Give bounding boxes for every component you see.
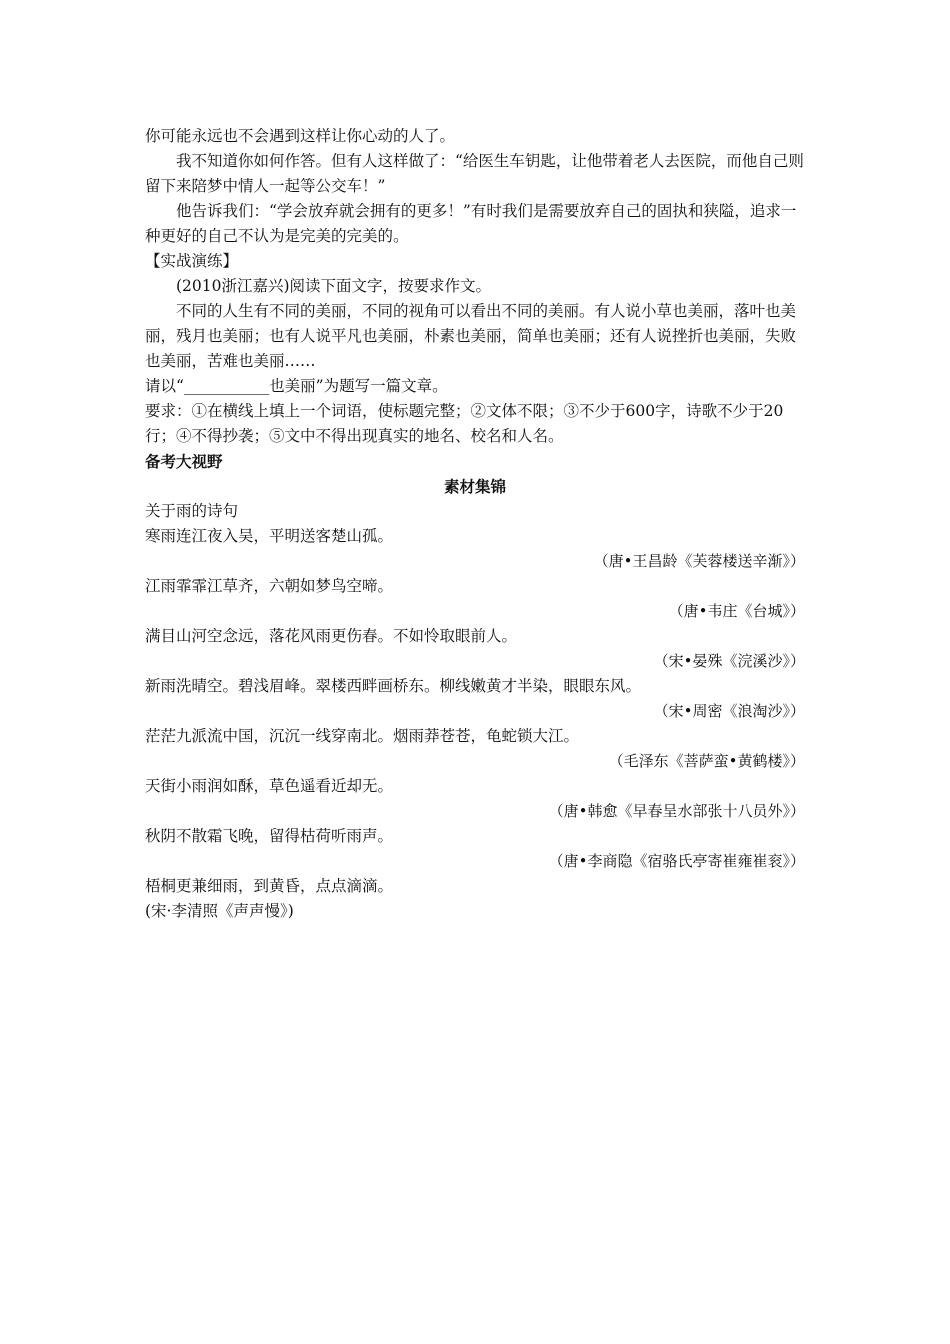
poem-verse: 梧桐更兼细雨，到黄昏，点点滴滴。 xyxy=(145,877,394,895)
poem-verse: 秋阴不散霜飞晚，留得枯荷听雨声。 xyxy=(145,827,394,845)
practice-prompt: 请以“___________也美丽”为题写一篇文章。 xyxy=(145,377,448,395)
poem-source: （唐•韦庄《台城》） xyxy=(668,602,805,620)
section-subtitle: 素材集锦 xyxy=(443,477,506,496)
story-line: 你可能永远也不会遇到这样让你心动的人了。 xyxy=(145,127,456,145)
poem-source: （宋•晏殊《浣溪沙》） xyxy=(653,652,805,670)
poem-verse: 天街小雨润如酥，草色遥看近却无。 xyxy=(145,777,394,795)
poem-verse: 寒雨连江夜入吴，平明送客楚山孤。 xyxy=(145,527,394,545)
document-page xyxy=(145,124,805,924)
poem-source: （宋•周密《浪淘沙》） xyxy=(653,702,805,720)
section-topic: 关于雨的诗句 xyxy=(145,502,239,520)
practice-requirements: 要求：①在横线上填上一个词语，使标题完整；②文体不限；③不少于600字，诗歌不少于20行；④不得抄袭；⑤文中不得出现真实的地名、校名和人名。 xyxy=(145,402,784,445)
practice-heading: 【实战演练】 xyxy=(145,252,239,270)
story-paragraph: 我不知道你如何作答。但有人这样做了：“给医生车钥匙，让他带着老人去医院，而他自己则留下来陪梦中情人一起等公交车！” xyxy=(145,152,804,195)
poem-source: （唐•王昌龄《芙蓉楼送辛渐》） xyxy=(593,552,805,570)
practice-body: 不同的人生有不同的美丽，不同的视角可以看出不同的美丽。有人说小草也美丽，落叶也美丽，残月也美丽；也有人说平凡也美丽，朴素也美丽，简单也美丽；还有人说挫折也美丽，失败也美丽，苦难也美丽…… xyxy=(145,302,797,370)
poem-verse: 茫茫九派流中国，沉沉一线穿南北。烟雨莽苍苍，龟蛇锁大江。 xyxy=(145,727,580,745)
poem-source: (宋·李清照《声声慢》) xyxy=(145,902,294,920)
poem-verse: 满目山河空念远，落花风雨更伤春。不如怜取眼前人。 xyxy=(145,627,518,645)
poem-verse: 新雨洗晴空。碧浅眉峰。翠楼西畔画桥东。柳线嫩黄才半染，眼眼东风。 xyxy=(145,677,642,695)
story-paragraph: 他告诉我们：“学会放弃就会拥有的更多！”有时我们是需要放弃自己的固执和狭隘，追求一种更好的自己不认为是完美的完美的。 xyxy=(145,202,797,245)
poem-source: （唐•李商隐《宿骆氏亭寄崔雍崔衮》） xyxy=(548,852,805,870)
poem-source: （唐•韩愈《早春呈水部张十八员外》） xyxy=(548,802,805,820)
poem-verse: 江雨霏霏江草齐，六朝如梦鸟空啼。 xyxy=(145,577,394,595)
practice-intro: (2010浙江嘉兴)阅读下面文字，按要求作文。 xyxy=(176,277,492,295)
section-title: 备考大视野 xyxy=(145,452,223,471)
poem-source: （毛泽东《菩萨蛮•黄鹤楼》） xyxy=(608,752,805,770)
